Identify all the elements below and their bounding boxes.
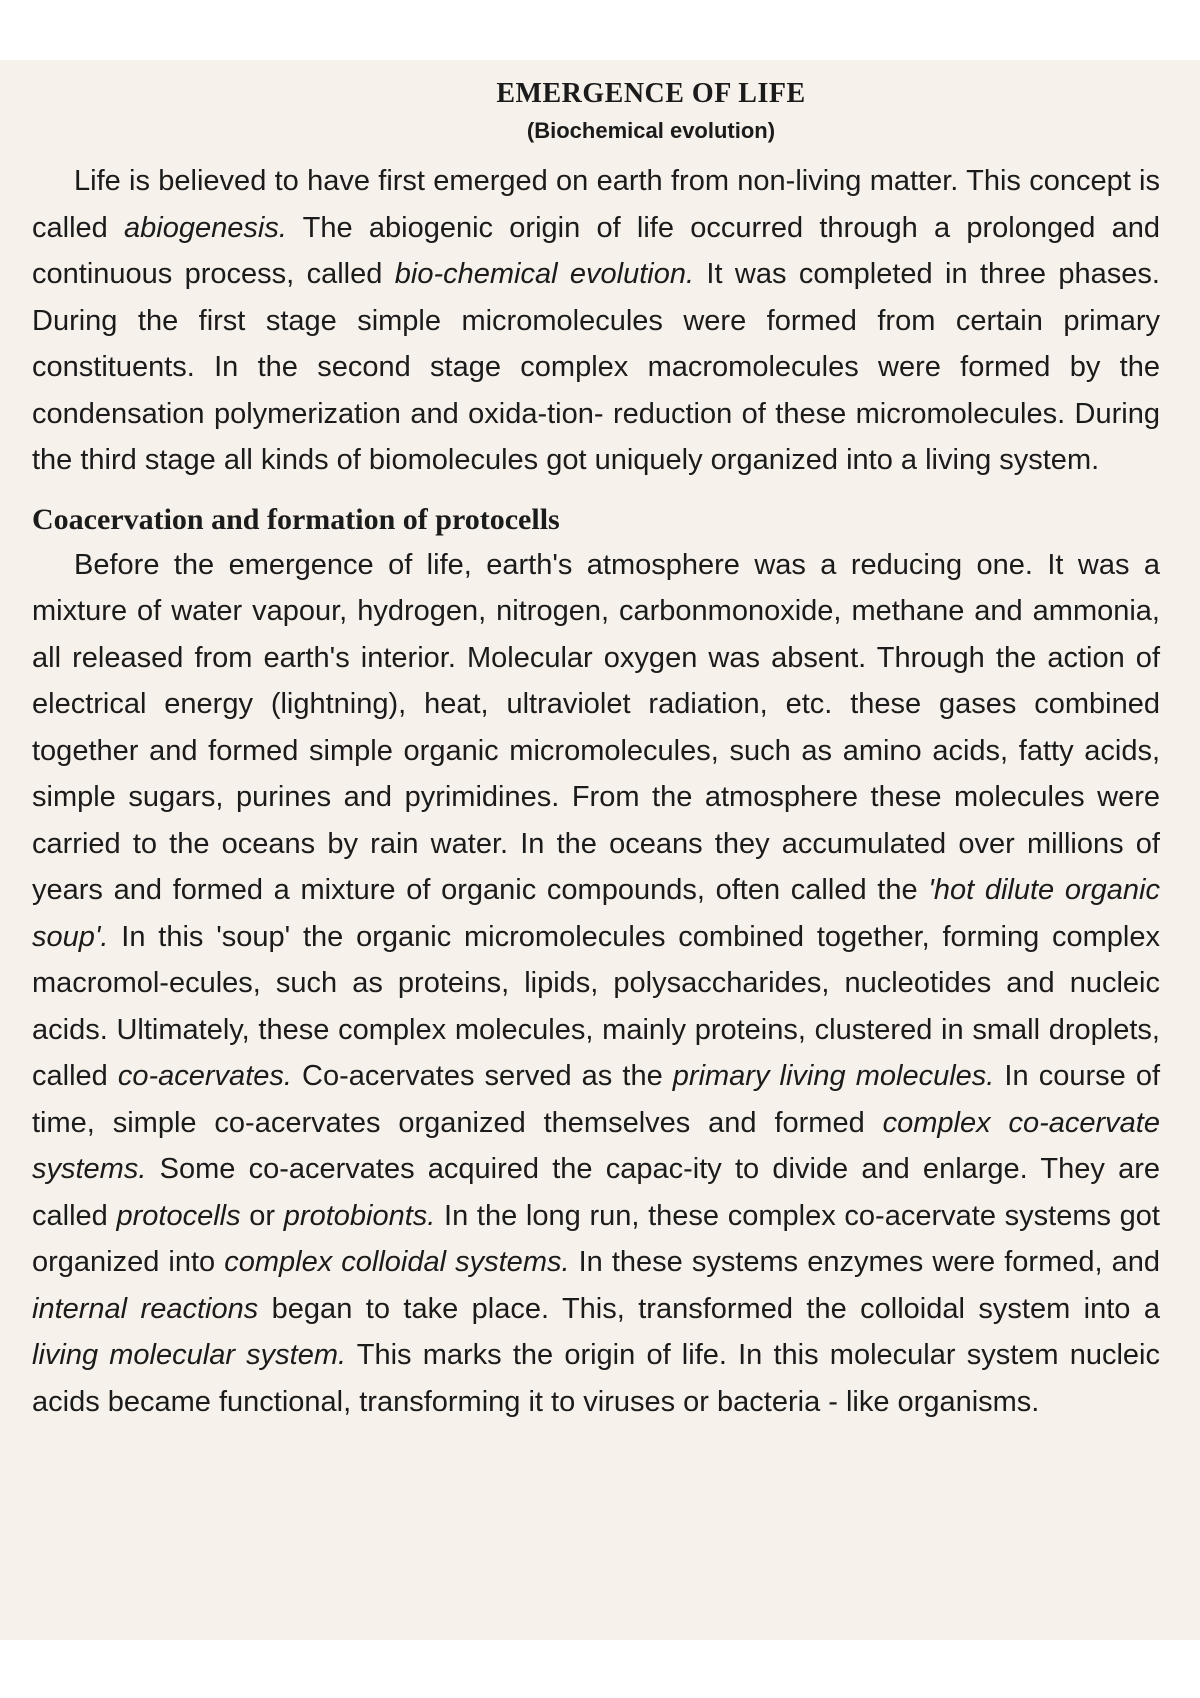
p2-term-internal-reactions: internal reactions [32,1292,259,1325]
p1-text-3: It was completed in three phases. During the first stage simple micromolecules were formed from certain primary constituents. In the second stage complex macromolecules were formed by the condensation polymerization and oxida-tion- reduction of these micromolecules. During the third stage all kinds of biomolecules got uniquely organized into a living system. [32,258,1160,476]
p2-text-5: Some co-acervates acquired the capac-ity to divide and enlarge. They are called [32,1153,1160,1232]
p1-term-abiogenesis: abiogenesis. [124,211,287,244]
p2-term-protobionts: protobionts. [283,1199,436,1232]
p2-term-living-molecular-system: living molecular system. [32,1339,347,1371]
page-subtitle: (Biochemical evolution) [526,118,776,143]
p2-text-9: began to take place. This, transformed the colloidal system into a [258,1292,1161,1325]
page-title: EMERGENCE OF LIFE [496,78,806,109]
p2-term-protocells: protocells [116,1199,241,1232]
p1-text-1: Life is believed to have first emerged on earth from non-living matter. This concept is called [32,165,1160,244]
section-heading: Coacervation and formation of protocells [32,502,560,536]
p2-term-organic-soup: 'hot dilute organic soup'. [32,874,1160,953]
p2-term-coacervates: co-acervates. [117,1060,292,1092]
p2-text-4: In course of time, simple co-acervates organized themselves and formed [32,1060,1161,1139]
p2-term-complex-coacervate-systems: complex co-acervate systems. [32,1106,1160,1185]
p1-term-biochemical-evolution: bio-chemical evolution. [394,258,695,290]
p2-text-10: This marks the origin of life. In this molecular system nucleic acids became functional, transforming it to viruses or bacteria - like organisms. [32,1339,1160,1418]
p2-text-8: In these systems enzymes were formed, and [569,1246,1160,1278]
p2-text-1: Before the emergence of life, earth's atmosphere was a reducing one. It was a mixture of water vapour, hydrogen, nitrogen, carbonmonoxide, methane and ammonia, all released from earth's interior. Molecular oxygen was absent. Through the action of electrical energy (lightning), heat, ultraviolet radiation, etc. these gases combined together and formed simple organic micromolecules, such as amino acids, fatty acids, simple sugars, purines and pyrimidines. From the atmosphere these molecules were carried to the oceans by rain water. In the oceans they accumulated over millions of years and formed a mixture of organic compounds, often called the [32,548,1160,906]
p1-text-2: The abiogenic origin of life occurred through a prolonged and continuous process, called [32,211,1161,290]
paragraph-coacervation [32,542,1160,1426]
p2-term-complex-colloidal-systems: complex colloidal systems. [224,1246,570,1278]
document-page [0,60,1200,1640]
p2-text-7: In the long run, these complex co-acervate systems got organized into [32,1199,1160,1278]
paragraph-biochemical-evolution [32,158,1160,484]
p2-text-6: or [240,1199,284,1232]
p2-text-3: Co-acervates served as the [291,1060,673,1092]
p2-term-primary-living-molecules: primary living molecules. [672,1060,995,1092]
p2-text-2: In this 'soup' the organic micromolecules combined together, forming complex macromol-ecules, such as proteins, lipids, polysaccharides, nucleotides and nucleic acids. Ultimately, these complex molecules, mainly proteins, clustered in small droplets, called [32,920,1160,1092]
